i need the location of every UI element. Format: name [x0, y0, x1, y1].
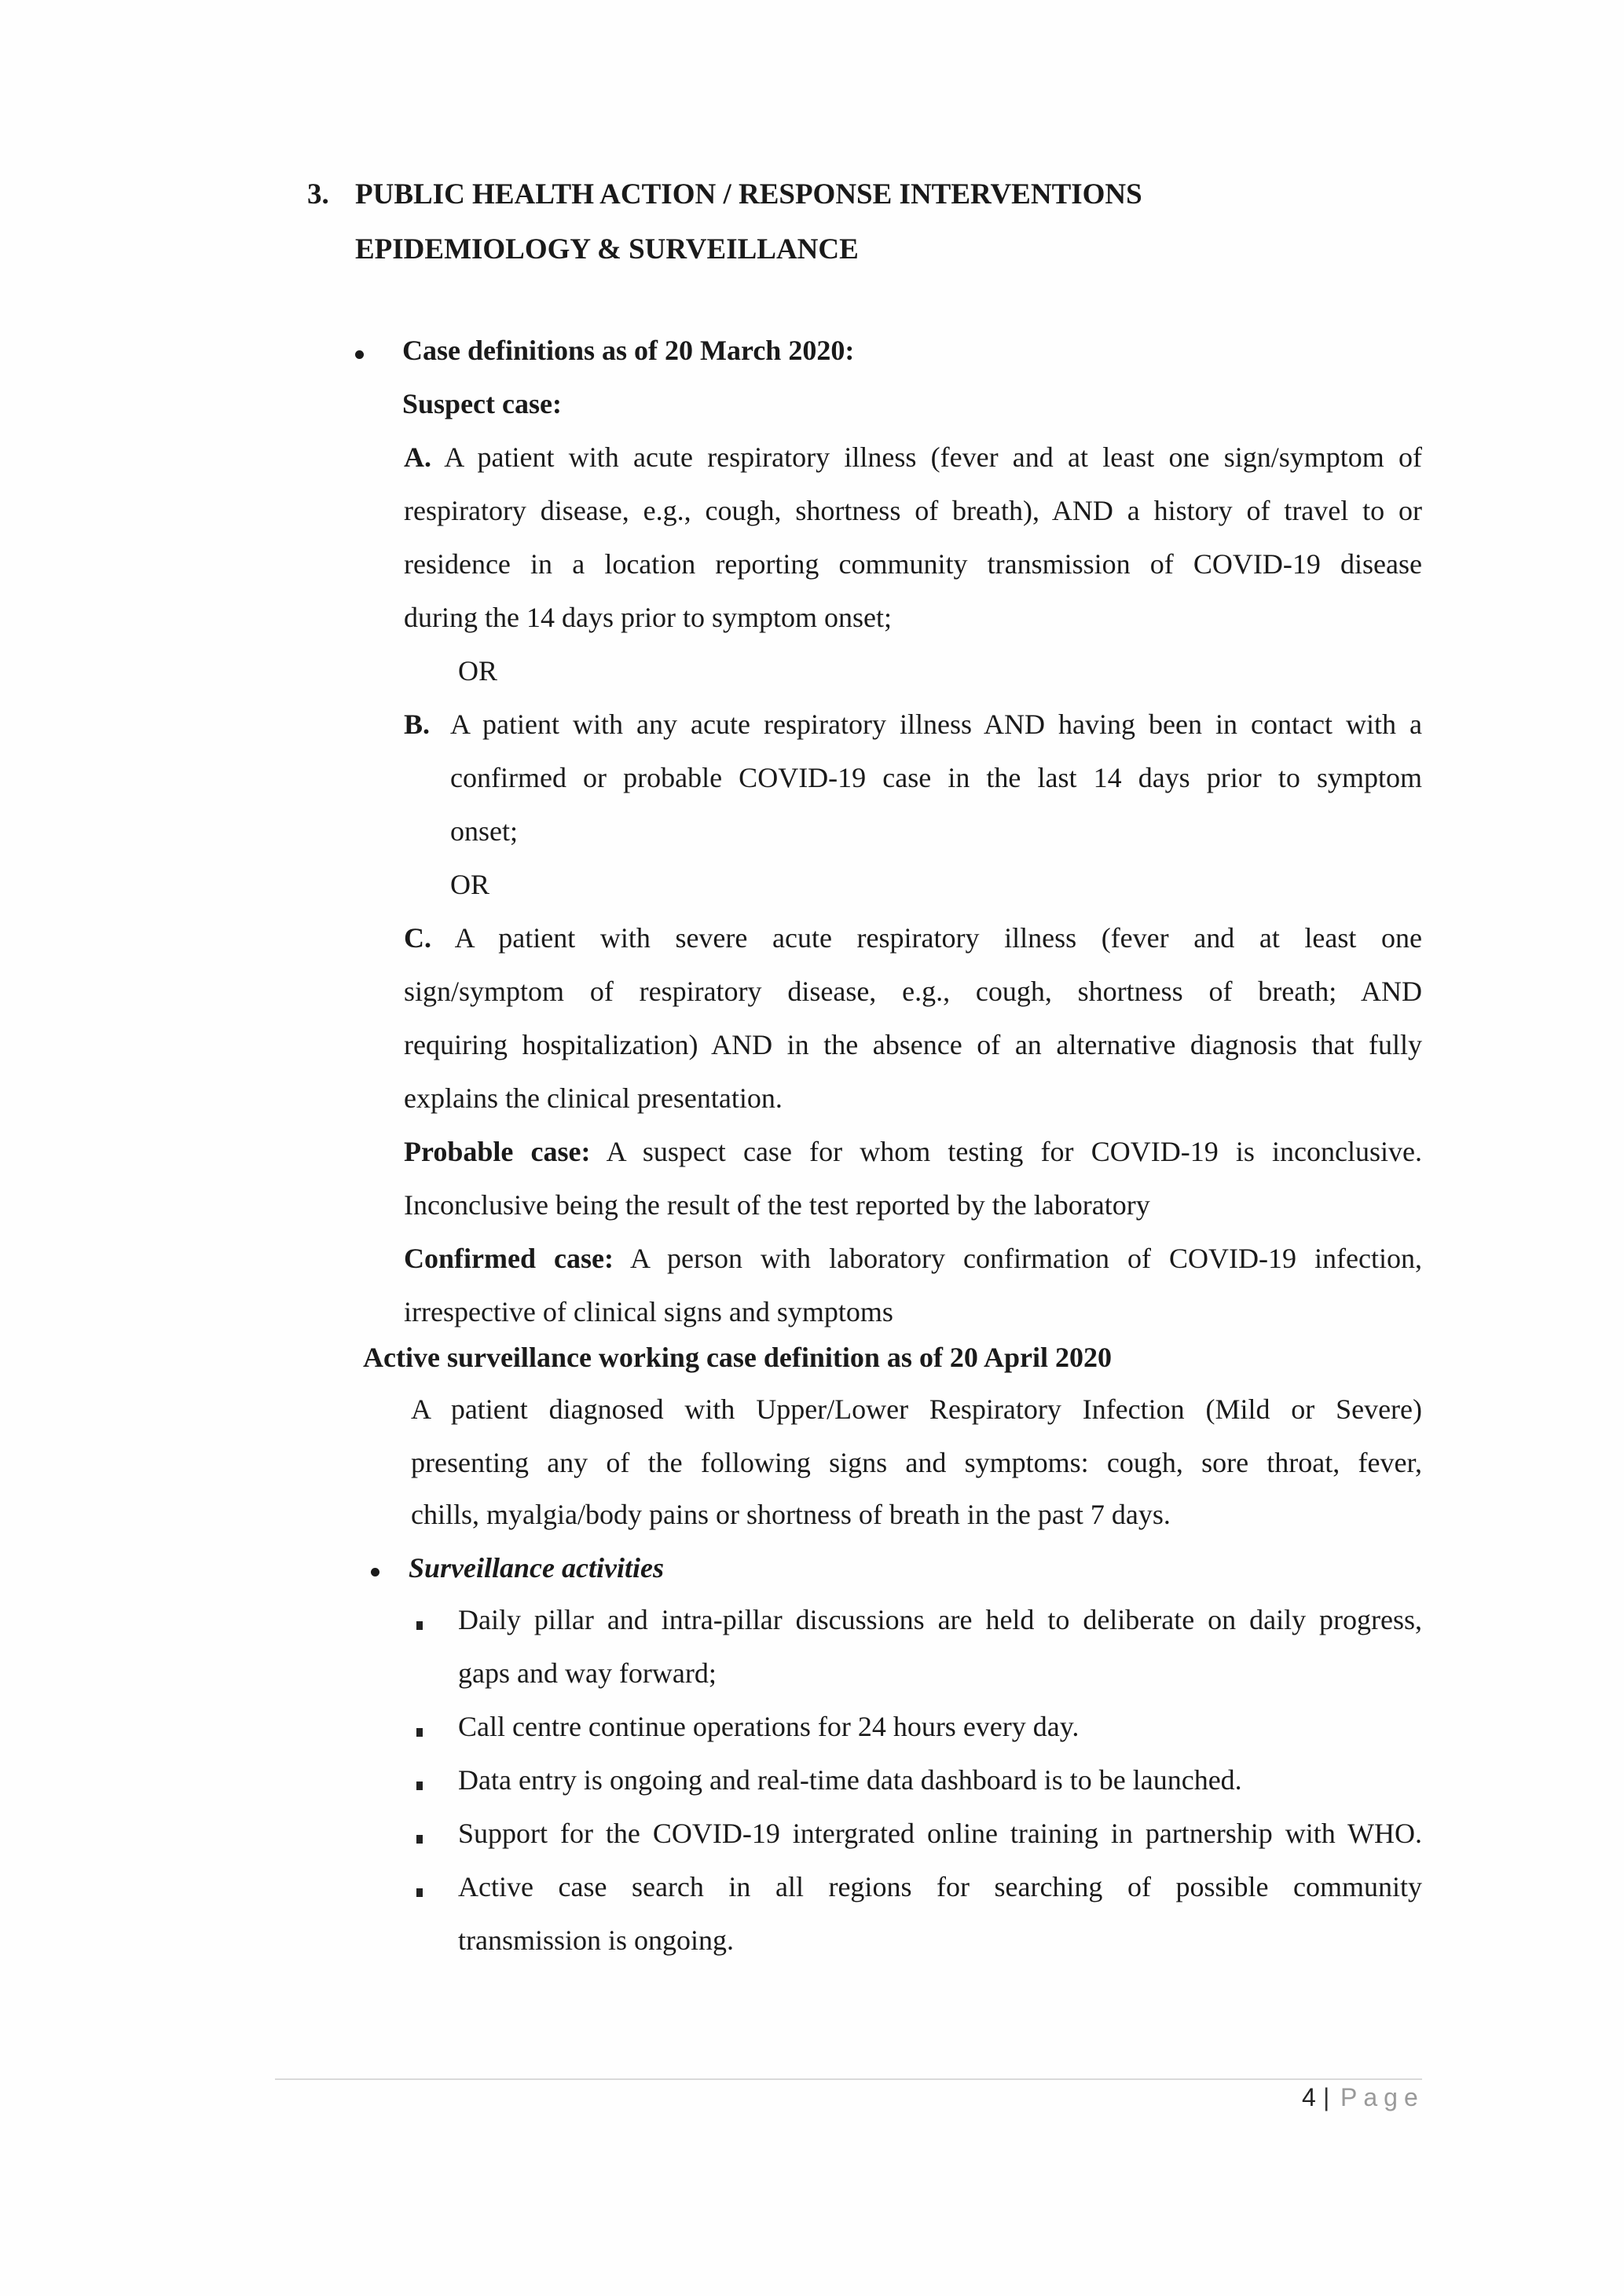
suspect-case-label: Suspect case:	[402, 388, 562, 419]
section-number: 3.	[307, 178, 329, 211]
square-bullet-icon	[416, 1621, 423, 1630]
surveillance-activities-heading: Surveillance activities	[409, 1552, 664, 1584]
square-bullet-icon	[416, 1782, 423, 1790]
active-surveillance-line-2: presenting any of the following signs and symptoms: cough, sore throat, fever,	[411, 1447, 1422, 1478]
definition-a-line-4: during the 14 days prior to symptom onset;	[404, 602, 892, 633]
definition-a-line-2: respiratory disease, e.g., cough, shortness of breath), AND a history of travel to or	[404, 495, 1422, 526]
bullet-dot-icon	[371, 1568, 379, 1576]
confirmed-case-line-2: irrespective of clinical signs and symptoms	[404, 1296, 893, 1327]
footer-divider	[275, 2078, 1422, 2080]
definition-b-line-1: A patient with any acute respiratory illness AND having been in contact with a	[450, 709, 1422, 740]
probable-case-line-2: Inconclusive being the result of the test reported by the laboratory	[404, 1189, 1150, 1221]
activity-5-line-1: Active case search in all regions for searching of possible community	[458, 1871, 1422, 1902]
activity-5-line-2: transmission is ongoing.	[458, 1924, 735, 1956]
probable-case-line-1: Probable case: A suspect case for whom testing for COVID-19 is inconclusive.	[404, 1136, 1423, 1167]
confirmed-case-line-1: Confirmed case: A person with laboratory confirmation of COVID-19 infection,	[404, 1243, 1422, 1274]
bullet-dot-icon	[355, 350, 364, 359]
page-separator: |	[1323, 2083, 1330, 2111]
definition-c-line-3: requiring hospitalization) AND in the absence of an alternative diagnosis that fully	[404, 1029, 1422, 1060]
or-separator-1: OR	[458, 655, 498, 687]
definition-c-line-1: C. A patient with severe acute respiratory illness (fever and at least one	[404, 922, 1422, 954]
square-bullet-icon	[416, 1835, 423, 1844]
activity-3: Data entry is ongoing and real-time data dashboard is to be launched.	[458, 1764, 1242, 1796]
page-label: Page	[1340, 2083, 1424, 2111]
active-surveillance-line-1: A patient diagnosed with Upper/Lower Respiratory Infection (Mild or Severe)	[411, 1393, 1422, 1425]
definition-c-line-2: sign/symptom of respiratory disease, e.g., cough, shortness of breath; AND	[404, 976, 1422, 1007]
case-definitions-heading: Case definitions as of 20 March 2020:	[402, 335, 855, 366]
definition-b-line-3: onset;	[450, 815, 518, 847]
active-surveillance-heading: Active surveillance working case definition as of 20 April 2020	[363, 1342, 1112, 1373]
activity-4: Support for the COVID-19 intergrated online training in partnership with WHO.	[458, 1818, 1422, 1849]
definition-b-label: B.	[404, 709, 431, 740]
section-title-line2: EPIDEMIOLOGY & SURVEILLANCE	[355, 233, 859, 265]
activity-1-line-1: Daily pillar and intra-pillar discussions are held to deliberate on daily progress,	[458, 1604, 1422, 1635]
active-surveillance-line-3: chills, myalgia/body pains or shortness of breath in the past 7 days.	[411, 1499, 1171, 1530]
definition-c-line-4: explains the clinical presentation.	[404, 1082, 783, 1114]
definition-a-line-1: A. A patient with acute respiratory illness (fever and at least one sign/symptom of	[404, 441, 1422, 473]
square-bullet-icon	[416, 1728, 423, 1737]
definition-a-line-3: residence in a location reporting community transmission of COVID-19 disease	[404, 548, 1422, 580]
activity-2: Call centre continue operations for 24 hours every day.	[458, 1711, 1080, 1742]
square-bullet-icon	[416, 1888, 423, 1897]
page-number: 4	[1302, 2083, 1316, 2111]
section-title-line1: PUBLIC HEALTH ACTION / RESPONSE INTERVENTIONS	[355, 178, 1142, 211]
or-separator-2: OR	[450, 869, 490, 900]
activity-1-line-2: gaps and way forward;	[458, 1657, 717, 1689]
definition-b-line-2: confirmed or probable COVID-19 case in the last 14 days prior to symptom	[450, 762, 1422, 793]
